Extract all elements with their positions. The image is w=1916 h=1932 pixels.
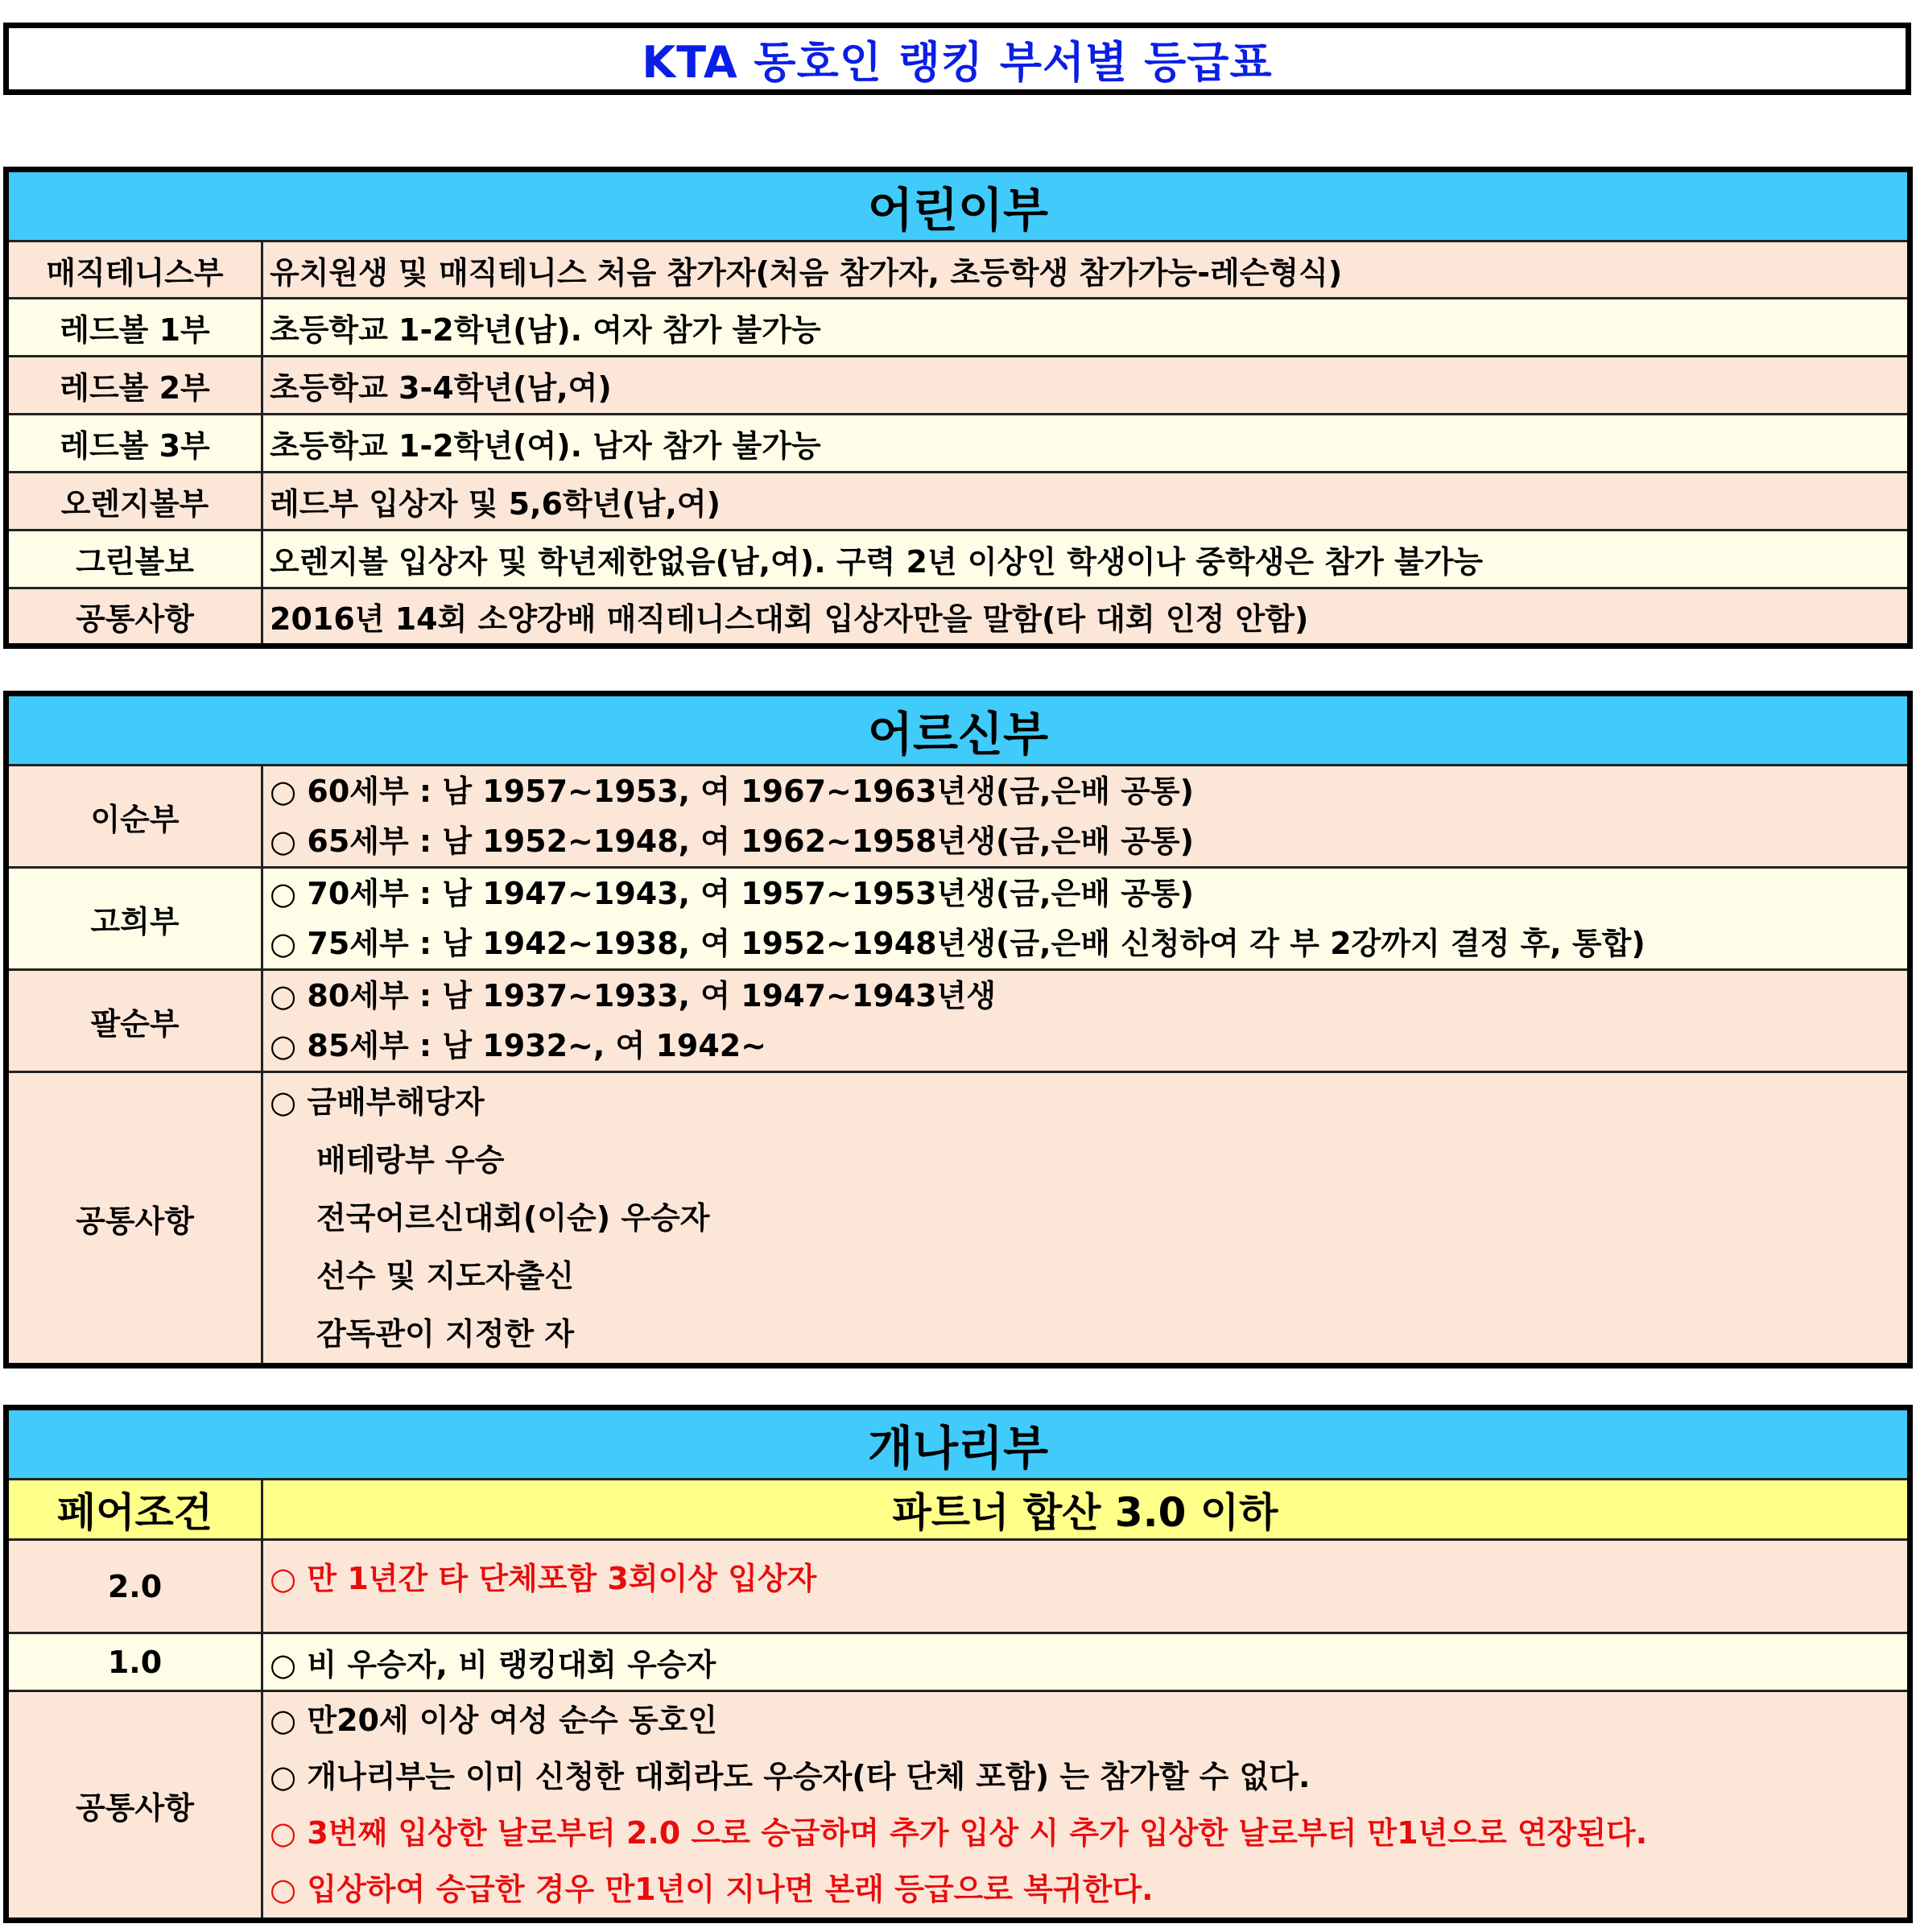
table-row — [6, 299, 1910, 357]
row-label: 레드볼 3부 — [6, 415, 262, 473]
table-row — [6, 530, 1910, 588]
row-label: 이순부 — [6, 766, 262, 868]
row-label: 고희부 — [6, 868, 262, 970]
detail-line: ○ 70세부 : 남 1947~1943, 여 1957~1953년생(금,은배 공통) — [270, 876, 1194, 911]
table-row — [6, 1691, 1910, 1921]
row-text: 2016년 14회 소양강배 매직테니스대회 입상자만을 말함(타 대회 인정 안함) — [262, 588, 1910, 646]
table-row — [6, 1072, 1910, 1366]
row-label: 레드볼 1부 — [6, 299, 262, 357]
table-row — [6, 970, 1910, 1072]
detail-line: ○ 금배부해당자 — [270, 1084, 485, 1120]
seniors-table — [3, 691, 1913, 1368]
detail-line: 배테랑부 우승 — [316, 1142, 505, 1178]
row-text: 레드부 입상자 및 5,6학년(남,여) — [262, 473, 1910, 530]
detail-line: ○ 80세부 : 남 1937~1933, 여 1947~1943년생 — [270, 978, 997, 1013]
detail-line: 감독관이 지정한 자 — [316, 1316, 575, 1352]
detail-line: 선수 및 지도자출신 — [316, 1258, 575, 1294]
table-row — [6, 1633, 1910, 1691]
row-label: 레드볼 2부 — [6, 357, 262, 415]
row-label: 매직테니스부 — [6, 242, 262, 299]
row-label: 팔순부 — [6, 970, 262, 1072]
kids-header-row — [6, 170, 1910, 242]
row-text: 초등학교 1-2학년(남). 여자 참가 불가능 — [262, 299, 1910, 357]
detail-line: ○ 3번째 입상한 날로부터 2.0 으로 승급하며 추가 입상 시 추가 입상한 날로부터 만1년으로 연장된다. — [270, 1815, 1648, 1851]
seniors-header: 어르신부 — [6, 694, 1910, 766]
table-row — [6, 473, 1910, 530]
table-row — [6, 242, 1910, 299]
seniors-header-row — [6, 694, 1910, 766]
kids-header: 어린이부 — [6, 170, 1910, 242]
detail-line: ○ 75세부 : 남 1942~1938, 여 1952~1948년생(금,은배 신청하여 각 부 2강까지 결정 후, 통합) — [270, 926, 1646, 961]
row-text — [262, 1072, 1910, 1366]
canary-header-row — [6, 1408, 1910, 1480]
row-label: 공통사항 — [6, 588, 262, 646]
row-text — [262, 766, 1910, 868]
table-row — [6, 415, 1910, 473]
detail-line: ○ 개나리부는 이미 신청한 대회라도 우승자(타 단체 포함) 는 참가할 수 없다. — [270, 1759, 1311, 1794]
row-text: 유치원생 및 매직테니스 처음 참가자(처음 참가자, 초등학생 참가가능-레슨형식) — [262, 242, 1910, 299]
table-row — [6, 588, 1910, 646]
table-row — [6, 1540, 1910, 1633]
row-text: 초등학교 3-4학년(남,여) — [262, 357, 1910, 415]
table-row — [6, 868, 1910, 970]
table-row — [6, 766, 1910, 868]
pair-condition-label: 페어조건 — [6, 1480, 262, 1540]
row-label: 오렌지볼부 — [6, 473, 262, 530]
row-label: 2.0 — [6, 1540, 262, 1633]
canary-header: 개나리부 — [6, 1408, 1910, 1480]
row-text — [262, 1691, 1910, 1921]
title-box — [3, 23, 1911, 95]
row-label: 공통사항 — [6, 1691, 262, 1921]
kids-table — [3, 167, 1913, 649]
detail-line: ○ 입상하여 승급한 경우 만1년이 지나면 본래 등급으로 복귀한다. — [270, 1872, 1154, 1907]
row-text — [262, 1633, 1910, 1691]
detail-line: ○ 60세부 : 남 1957~1953, 여 1967~1963년생(금,은배 공통) — [270, 774, 1194, 809]
row-text: 초등학교 1-2학년(여). 남자 참가 불가능 — [262, 415, 1910, 473]
canary-subheader-row — [6, 1480, 1910, 1540]
row-label: 그린볼보 — [6, 530, 262, 588]
table-row — [6, 357, 1910, 415]
row-text — [262, 970, 1910, 1072]
detail-line: ○ 만 1년간 타 단체포함 3회이상 입상자 — [270, 1561, 817, 1596]
row-text — [262, 1540, 1910, 1633]
detail-line: ○ 65세부 : 남 1952~1948, 여 1962~1958년생(금,은배 공통) — [270, 824, 1194, 859]
row-label: 1.0 — [6, 1633, 262, 1691]
row-text — [262, 868, 1910, 970]
row-label: 공통사항 — [6, 1072, 262, 1366]
canary-table — [3, 1405, 1913, 1923]
detail-line: ○ 비 우승자, 비 랭킹대회 우승자 — [270, 1647, 716, 1682]
row-text: 오렌지볼 입상자 및 학년제한없음(남,여). 구력 2년 이상인 학생이나 중학생은 참가 불가능 — [262, 530, 1910, 588]
pair-condition-text: 파트너 합산 3.0 이하 — [262, 1480, 1910, 1540]
detail-line: 전국어르신대회(이순) 우승자 — [316, 1200, 710, 1236]
detail-line: ○ 85세부 : 남 1932~, 여 1942~ — [270, 1028, 767, 1063]
page-title: KTA 동호인 랭킹 부서별 등급표 — [642, 36, 1273, 88]
detail-line: ○ 만20세 이상 여성 순수 동호인 — [270, 1703, 717, 1738]
